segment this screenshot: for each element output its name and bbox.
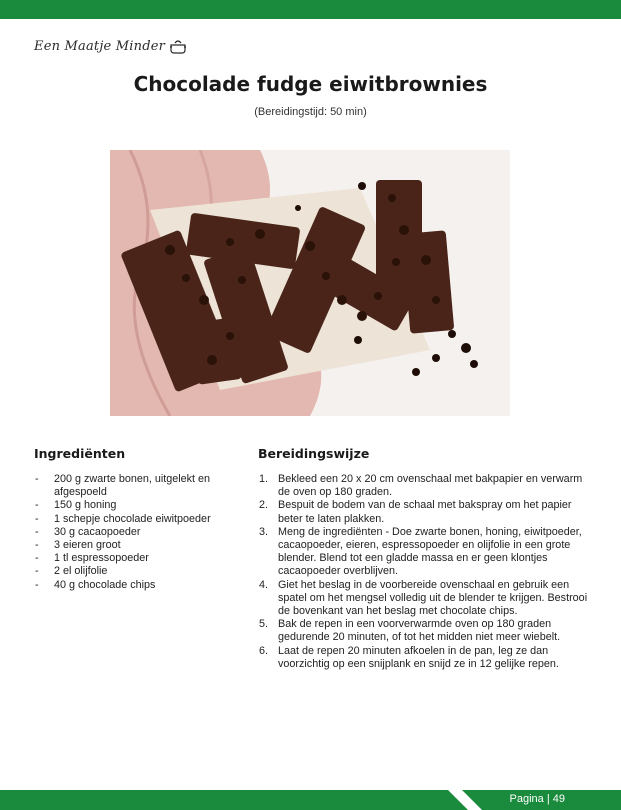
list-item: - 40 g chocolade chips: [34, 579, 244, 592]
step-text: Bespuit de bodem van de schaal met bakspray om het papier beter te laten plakken.: [278, 499, 572, 525]
list-item: - 2 el olijfolie: [34, 565, 244, 578]
prep-time: (Bereidingstijd: 50 min): [254, 106, 367, 118]
ingredients-list: [34, 473, 244, 592]
step-text: Bekleed een 20 x 20 cm ovenschaal met bakpapier en verwarm de oven op 180 graden.: [278, 473, 583, 499]
brand-name: Een Maatje Minder: [34, 38, 166, 54]
list-item: - 1 schepje chocolade eiwitpoeder: [34, 513, 244, 526]
ingredients-heading: Ingrediënten: [34, 446, 126, 461]
step-text: Giet het beslag in de voorbereide ovenschaal en gebruik een spatel om het mengsel volledig uit de blender te krijgen. Bestrooi de bovenkant van het beslag met chocolate chips.: [278, 578, 588, 618]
step-text: Laat de repen 20 minuten afkoelen in de pan, leg ze dan voorzichtig op een snijplank en snijd ze in 12 gelijke repen.: [278, 644, 559, 670]
step-number: 1.: [259, 473, 269, 485]
step-number: 2.: [259, 499, 269, 512]
step-number: 3.: [259, 525, 269, 538]
brownies-photo: [110, 150, 510, 416]
recipe-title: Chocolade fudge eiwitbrownies: [133, 72, 488, 96]
preparation-heading: Bereidingswijze: [258, 446, 370, 461]
step-item: [258, 526, 588, 579]
step-item: [258, 579, 588, 619]
step-item: [258, 499, 588, 525]
list-item: - 30 g cacaopoeder: [34, 526, 244, 539]
step-number: 6.: [259, 644, 269, 657]
step-item: [258, 618, 588, 644]
list-item: - 150 g honing: [34, 499, 244, 512]
step-text: Meng de ingrediënten - Doe zwarte bonen, honing, eiwitpoeder, cacaopoeder, eieren, espressopoeder en olijfolie in een grote blender. Blend tot een gladde massa en er geen klontjes cacaopoeder overblijven.: [278, 525, 582, 578]
step-item: [258, 473, 588, 499]
brand-logo: [34, 36, 187, 56]
step-item: [258, 645, 588, 671]
step-text: Bak de repen in een voorverwarmde oven op 180 graden gedurende 20 minuten, of tot het midden niet meer wiebelt.: [278, 618, 561, 644]
list-item: - 200 g zwarte bonen, uitgelekt en afgespoeld: [34, 473, 244, 499]
list-item: - 1 tl espressopoeder: [34, 552, 244, 565]
preparation-steps: [258, 473, 588, 671]
pot-icon: [169, 38, 187, 54]
page-number: Pagina | 49: [509, 793, 565, 805]
list-item: - 3 eieren groot: [34, 539, 244, 552]
step-number: 4.: [259, 578, 269, 591]
footer-stripe-decoration: [440, 787, 500, 810]
step-number: 5.: [259, 618, 269, 631]
top-green-bar: [0, 0, 621, 19]
